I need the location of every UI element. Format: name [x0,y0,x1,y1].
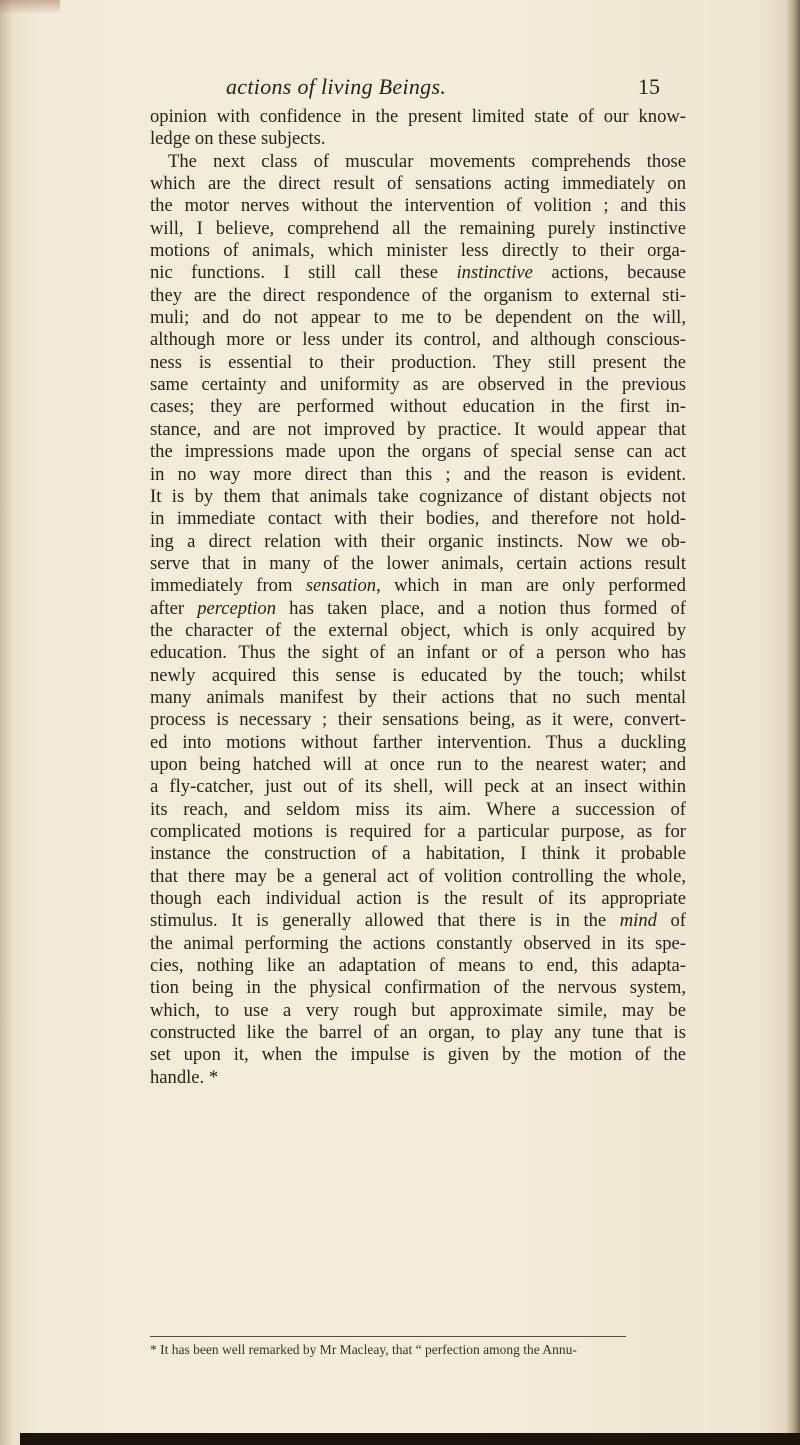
text-line: in no way more direct than this ; and the reason is evident. [150,463,686,485]
text-line: ing a direct relation with their organic instincts. Now we ob- [150,530,686,552]
text-line: ed into motions without farther intervention. Thus a duckling [150,731,686,753]
text-line: its reach, and seldom miss its aim. Where a succession of [150,798,686,820]
emphasis: sensation [305,575,377,597]
emphasis: mind [619,910,657,932]
text-line: which, to use a very rough but approximate simile, may be [150,999,686,1021]
text-line: motions of animals, which minister less directly to their orga- [150,240,686,262]
page-gutter-shadow [786,0,800,1445]
text-line: a fly-catcher, just out of its shell, will peck at an insect within [150,776,686,798]
text-line: cies, nothing like an adaptation of means to end, this adapta- [150,955,686,977]
text-line: tion being in the physical confirmation of the nervous system, [150,977,686,999]
footnote: * It has been well remarked by Mr Macleay, that “ perfection among the Annu- [150,1342,577,1357]
text-line: after perception has taken place, and a notion thus formed of [150,597,686,619]
text-line: ledge on these subjects. [150,128,326,150]
text-line: process is necessary ; their sensations being, as it were, convert- [150,709,686,731]
text-line: stance, and are not improved by practice. It would appear that [150,418,686,440]
bottom-edge-shadow [20,1433,800,1445]
text-line: although more or less under its control, and although conscious- [150,329,686,351]
text-line: It is by them that animals take cognizance of distant objects not [150,485,686,507]
text-line: the motor nerves without the intervention of volition ; and this [150,195,686,217]
emphasis: instinctive [456,262,533,284]
text-line: though each individual action is the result of its appropriate [150,888,686,910]
running-title: actions of living Beings. [226,74,447,99]
left-margin-shadow [0,0,12,1445]
text-line: many animals manifest by their actions that no such mental [150,686,686,708]
text-line: nic functions. I still call these instinctive actions, because [150,262,686,284]
emphasis: perception [197,597,277,619]
text-line: handle. * [150,1066,219,1088]
text-line: newly acquired this sense is educated by the touch; whilst [150,664,686,686]
text-line: serve that in many of the lower animals, certain actions result [150,552,686,574]
text-line: the impressions made upon the organs of special sense can act [150,441,686,463]
text-line: in immediate contact with their bodies, and therefore not hold- [150,508,686,530]
footnote-rule [150,1336,626,1337]
text-line: muli; and do not appear to me to be dependent on the will, [150,307,686,329]
text-line: set upon it, when the impulse is given by the motion of the [150,1044,686,1066]
text-line: instance the construction of a habitation, I think it probable [150,843,686,865]
text-line: stimulus. It is generally allowed that there is in the mind of [150,910,686,932]
text-line: same certainty and uniformity as are observed in the previous [150,374,686,396]
text-line: upon being hatched will at once run to the nearest water; and [150,753,686,775]
body-text [150,106,686,1089]
text-line: they are the direct respondence of the organism to external sti- [150,284,686,306]
running-head [0,74,800,104]
text-line: which are the direct result of sensations acting immediately on [150,173,686,195]
text-line: cases; they are performed without education in the first in- [150,396,686,418]
top-corner-stain [0,0,60,14]
text-line: will, I believe, comprehend all the remaining purely instinctive [150,217,686,239]
text-line: constructed like the barrel of an organ, to play any tune that is [150,1022,686,1044]
text-line: opinion with confidence in the present limited state of our know- [150,106,686,127]
text-line: education. Thus the sight of an infant or of a person who has [150,642,686,664]
text-line: the character of the external object, which is only acquired by [150,619,686,641]
text-line: ness is essential to their production. They still present the [150,351,686,373]
page-number: 15 [638,74,660,99]
text-line: the animal performing the actions constantly observed in its spe- [150,932,686,954]
text-line: immediately from sensation, which in man are only performed [150,575,686,597]
text-line: The next class of muscular movements comprehends those [168,150,686,172]
text-line: that there may be a general act of volition controlling the whole, [150,865,686,887]
text-line: complicated motions is required for a particular purpose, as for [150,821,686,842]
